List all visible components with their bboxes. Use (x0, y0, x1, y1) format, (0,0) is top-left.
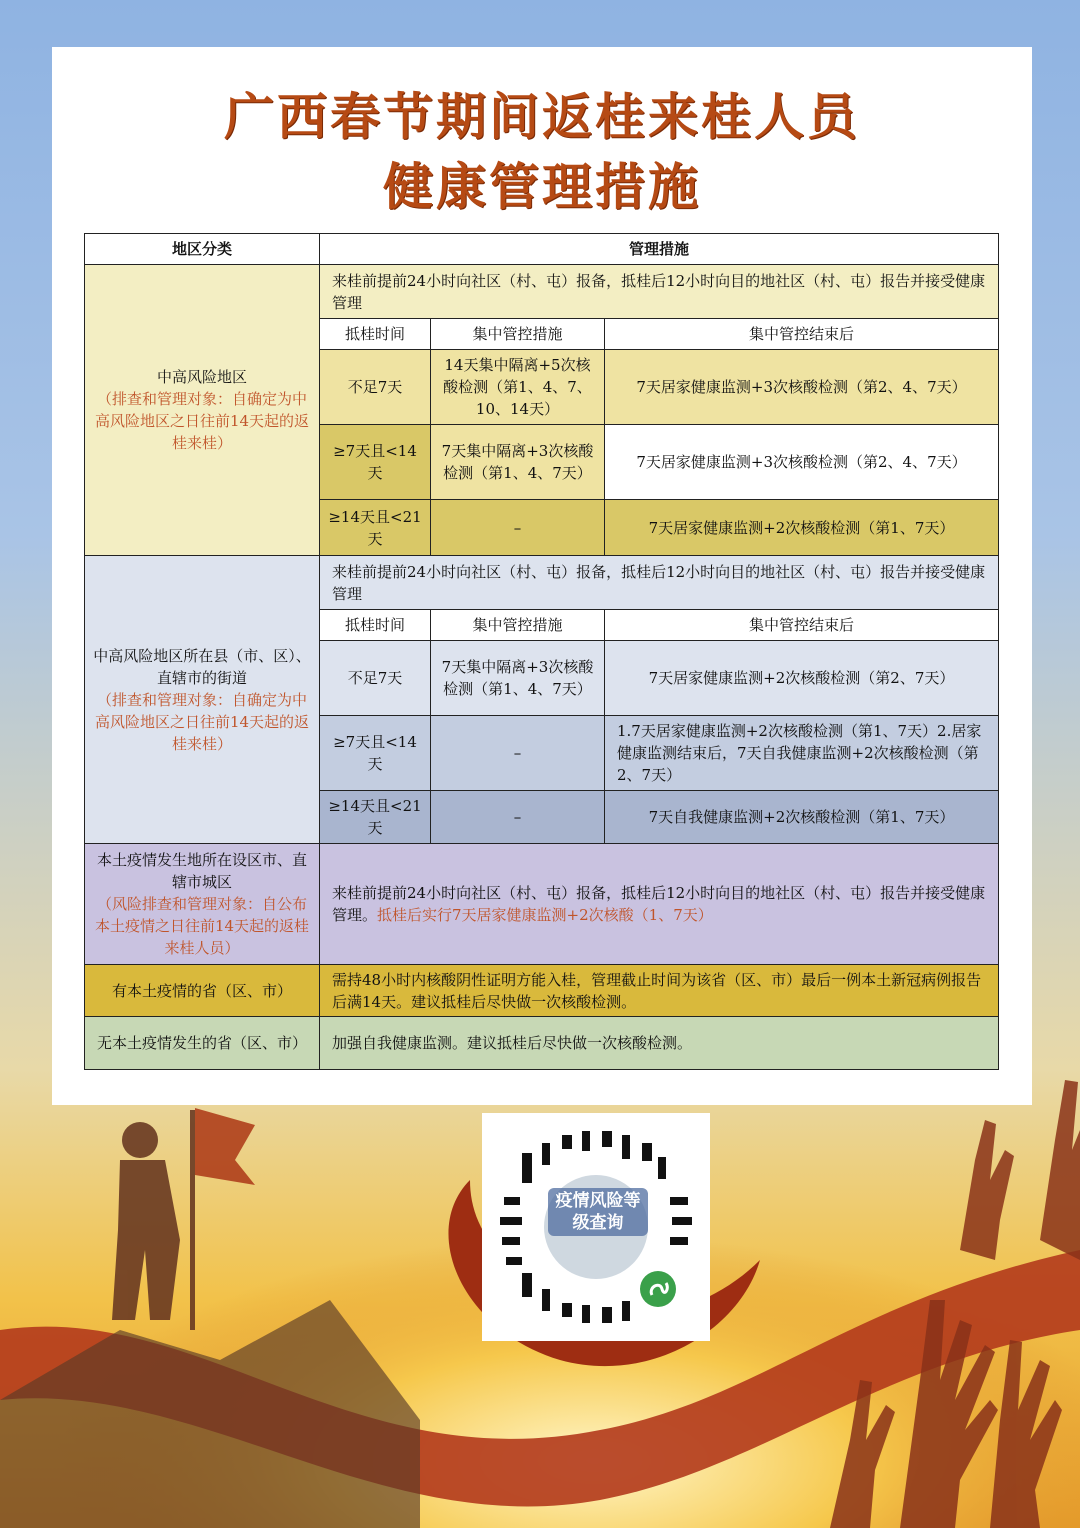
sec1-row3-time: ≥14天且<21天 (319, 499, 431, 556)
sec2-subhdr-after: 集中管控结束后 (604, 609, 999, 641)
sec2-row2-central: – (430, 715, 605, 791)
sec2-row3-central: – (430, 790, 605, 844)
header-measures: 管理措施 (319, 233, 999, 265)
sec2-row1-after: 7天居家健康监测+2次核酸检测（第2、7天） (604, 640, 999, 716)
sec1-region-note: （排查和管理对象：自确定为中高风险地区之日往前14天起的返桂来桂） (94, 390, 310, 452)
sec1-region-name: 中高风险地区 (156, 368, 247, 386)
sec2-region-note: （排查和管理对象：自确定为中高风险地区之日往前14天起的返桂来桂） (94, 690, 310, 753)
header-region: 地区分类 (84, 233, 320, 265)
sec1-row2-time: ≥7天且<14天 (319, 424, 431, 500)
sec1-row3-central: – (430, 499, 605, 556)
sec2-region-cell (84, 555, 320, 844)
sec2-row3-after: 7天自我健康监测+2次核酸检测（第1、7天） (604, 790, 999, 844)
sec1-subhdr-after: 集中管控结束后 (604, 318, 999, 350)
content-panel (52, 47, 1032, 1105)
sec3-region-note: （风险排查和管理对象：自公布本土疫情之日往前14天起的返桂来桂人员） (94, 895, 310, 957)
sec1-row1-after: 7天居家健康监测+3次核酸检测（第2、4、7天） (604, 349, 999, 425)
sec3-measure-highlight: 抵桂后实行7天居家健康监测+2次核酸（1、7天） (377, 906, 713, 924)
sec4-region: 有本土疫情的省（区、市） (84, 964, 320, 1017)
sec2-row3-time: ≥14天且<21天 (319, 790, 431, 844)
sec5-measure: 加强自我健康监测。建议抵桂后尽快做一次核酸检测。 (319, 1016, 999, 1070)
sec2-row2-after: 1.7天居家健康监测+2次核酸检测（第1、7天）2.居家健康监测结束后，7天自我健康监测+2次核酸检测（第2、7天） (604, 715, 999, 791)
sec4-measure: 需持48小时内核酸阴性证明方能入桂，管理截止时间为该省（区、市）最后一例本土新冠病例报告后满14天。建议抵桂后尽快做一次核酸检测。 (319, 964, 999, 1017)
sec5-region: 无本土疫情发生的省（区、市） (84, 1016, 320, 1070)
sec1-subhdr-central: 集中管控措施 (430, 318, 605, 350)
measures-table (84, 233, 999, 1070)
sec1-row2-central: 7天集中隔离+3次核酸检测（第1、4、7天） (430, 424, 605, 500)
sec1-region-cell (84, 264, 320, 556)
sec3-region-name: 本土疫情发生地所在设区市、直辖市城区 (96, 851, 307, 891)
sec2-subhdr-central: 集中管控措施 (430, 609, 605, 641)
sec2-region-name: 中高风险地区所在县（市、区）、直辖市的街道 (93, 646, 311, 687)
sec1-row1-central: 14天集中隔离+5次核酸检测（第1、4、7、10、14天） (430, 349, 605, 425)
sec2-intro: 来桂前提前24小时向社区（村、屯）报备，抵桂后12小时向目的地社区（村、屯）报告并接受健康管理 (319, 555, 999, 610)
page-title-line2: 健康管理措施 (383, 158, 701, 216)
sec2-row1-central: 7天集中隔离+3次核酸检测（第1、4、7天） (430, 640, 605, 716)
qr-label: 疫情风险等级查询 (548, 1188, 648, 1236)
sec2-subhdr-time: 抵桂时间 (319, 609, 431, 641)
sec1-row2-after: 7天居家健康监测+3次核酸检测（第2、4、7天） (604, 424, 999, 500)
sec1-subhdr-time: 抵桂时间 (319, 318, 431, 350)
sec3-region-cell (84, 843, 320, 965)
sec3-measure (319, 843, 999, 965)
page-title-line1: 广西春节期间返桂来桂人员 (224, 88, 860, 146)
sec1-row1-time: 不足7天 (319, 349, 431, 425)
sec1-row3-after: 7天居家健康监测+2次核酸检测（第1、7天） (604, 499, 999, 556)
sec3-measure-text: 来桂前提前24小时向社区（村、屯）报备，抵桂后12小时向目的地社区（村、屯）报告并接受健康管理。 (332, 884, 986, 924)
sec2-row1-time: 不足7天 (319, 640, 431, 716)
sec2-row2-time: ≥7天且<14天 (319, 715, 431, 791)
sec1-intro: 来桂前提前24小时向社区（村、屯）报备，抵桂后12小时向目的地社区（村、屯）报告并接受健康管理 (319, 264, 999, 319)
